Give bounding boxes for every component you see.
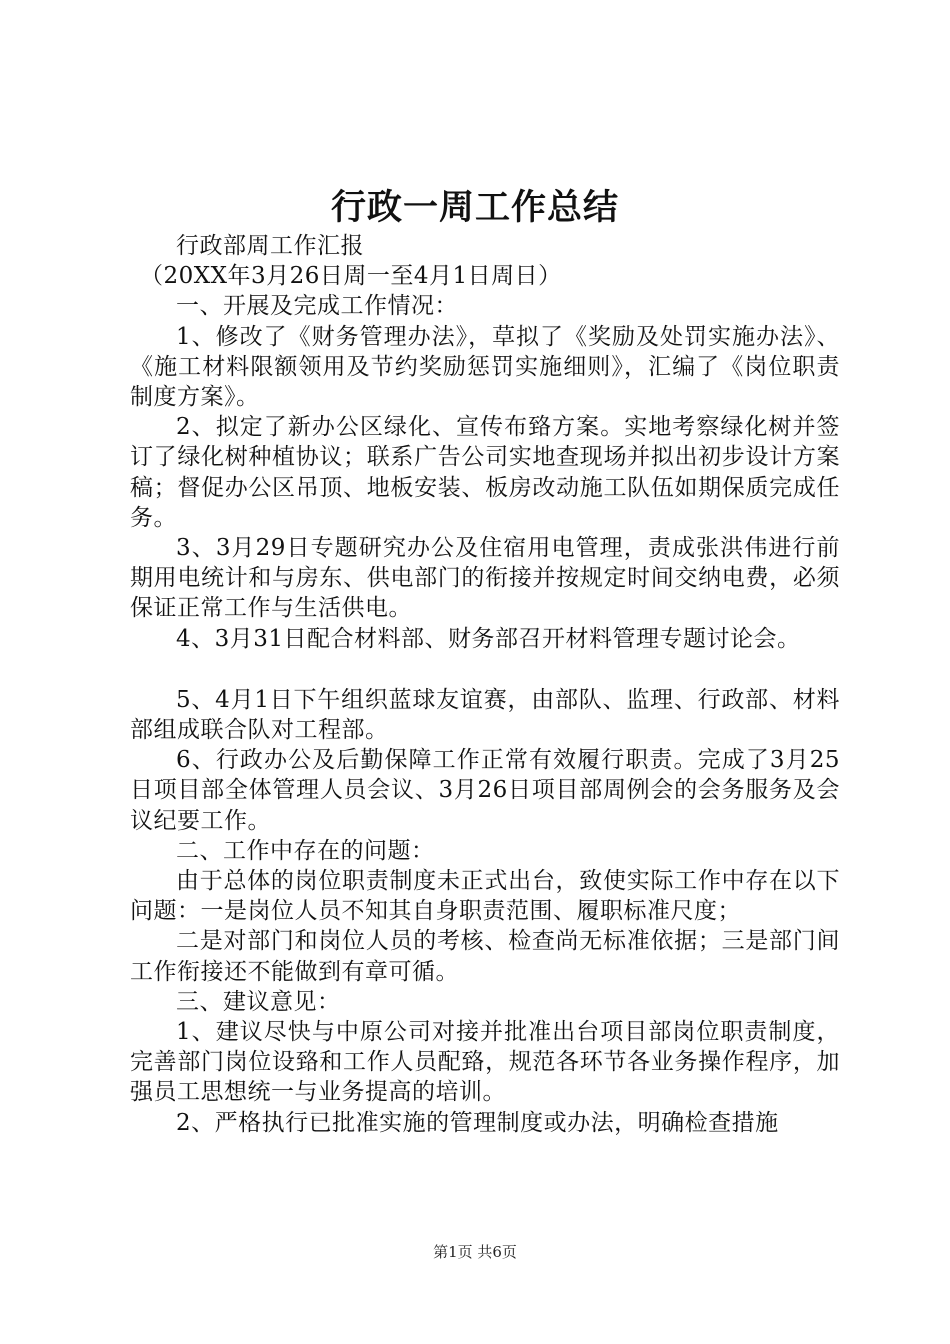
work-item-3: 3、3月29日专题研究办公及住宿用电管理，责成张洪伟进行前期用电统计和与房东、供电部门的衔接并按规定时间交纳电费，必须保证正常工作与生活供电。	[130, 535, 840, 622]
work-item-4: 4、3月31日配合材料部、财务部召开材料管理专题讨论会。	[176, 625, 801, 652]
work-item-1: 1、修改了《财务管理办法》，草拟了《奖励及处罚实施办法》、《施工材料限额领用及节约奖励惩罚实施细则》，汇编了《岗位职责制度方案》。	[130, 323, 840, 411]
work-item-6: 6、行政办公及后勤保障工作正常有效履行职责。完成了3月25日项目部全体管理人员会议、3月26日项目部周例会的会务服务及会议纪要工作。	[130, 747, 840, 834]
work-item-5: 5、4月1日下午组织蓝球友谊赛，由部队、监理、行政部、材料部组成联合队对工程部。	[130, 686, 840, 744]
report-heading: 行政部周工作汇报	[176, 233, 364, 259]
suggestion-item-2: 2、严格执行已批准实施的管理制度或办法，明确检查措施	[176, 1109, 779, 1136]
document-title: 行政一周工作总结	[330, 187, 619, 228]
work-item-2: 2、拟定了新办公区绿化、宣传布臵方案。实地考察绿化树并签订了绿化树种植协议；联系广告公司实地查现场并拟出初步设计方案稿；督促办公区吊顶、地板安装、板房改动施工队伍如期保质完成任务。	[130, 414, 840, 531]
report-date-range: （20XX年3月26日周一至4月1日周日）	[140, 263, 562, 290]
suggestion-item-1: 1、建议尽快与中原公司对接并批准出台项目部岗位职责制度，完善部门岗位设臵和工作人员配臵，规范各环节各业务操作程序，加强员工思想统一与业务提高的培训。	[130, 1019, 840, 1106]
problem-paragraph-2: 二是对部门和岗位人员的考核、检查尚无标准依据；三是部门间工作衔接还不能做到有章可循。	[130, 928, 840, 985]
problem-paragraph-1: 由于总体的岗位职责制度未正式出台，致使实际工作中存在以下问题：一是岗位人员不知其自身职责范围、履职标准尺度；	[130, 868, 840, 925]
section-heading-3: 三、建议意见：	[176, 988, 341, 1015]
section-heading-2: 二、工作中存在的问题：	[176, 837, 435, 864]
document-body	[130, 231, 840, 1138]
section-heading-1: 一、开展及完成工作情况：	[176, 293, 458, 320]
page-number-footer: 第1页 共6页	[433, 1243, 517, 1261]
